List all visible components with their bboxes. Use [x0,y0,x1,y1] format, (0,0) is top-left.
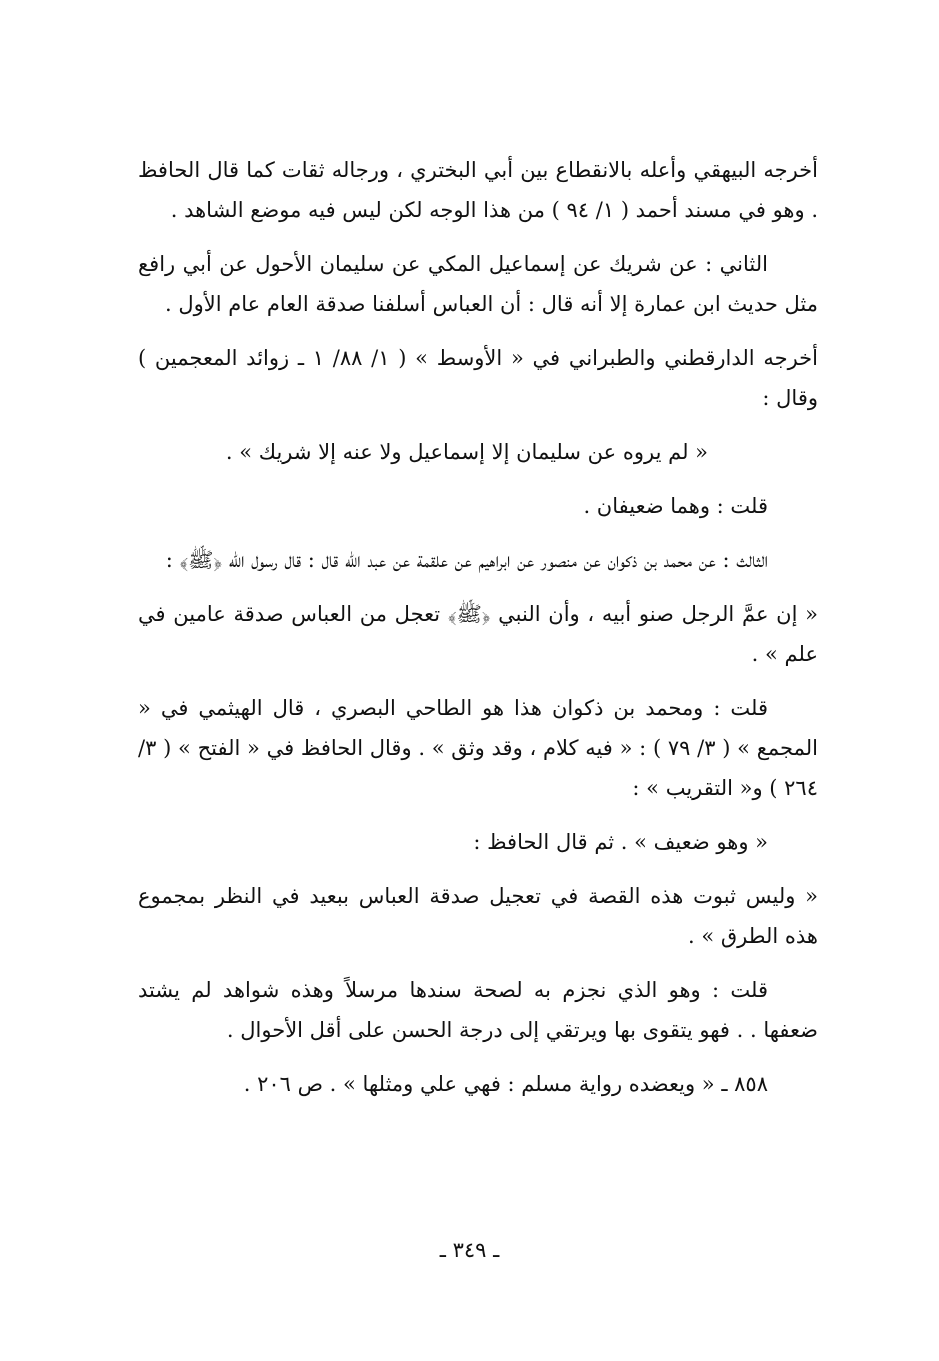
paragraph-11: قلت : وهو الذي نجزم به لصحة سندها مرسلاً وهذه شواهد لم يشتد ضعفها . . فهو يتقوى بها ويرتقي إلى درجة الحسن على أقل الأحوال . [138,978,818,1042]
paragraph-3: أخرجه الدارقطني والطبراني في « الأوسط » ( ١/ ٨٨/ ١ ـ زوائد المعجمين ) وقال : [138,346,818,410]
paragraph-7-quote: « إن عمَّ الرجل صنو أبيه ، وأن النبي ﴿ﷺ﴾ تعجل من العباس صدقة عامين في علم » . [138,602,818,666]
paragraph-9-quote: « وهو ضعيف » . ثم قال الحافظ : [473,830,768,854]
paragraph-8: قلت : ومحمد بن ذكوان هذا هو الطاحي البصري ، قال الهيثمي في « المجمع » ( ٣/ ٧٩ ) : « فيه كلام ، وقد وثق » . وقال الحافظ في « الفتح » ( ٣/ ٢٦٤ ) و« التقريب » : [138,696,818,800]
paragraph-12: ٨٥٨ ـ « ويعضده رواية مسلم : فهي علي ومثلها » . ص ٢٠٦ . [243,1072,768,1096]
paragraph-10-quote: « وليس ثبوت هذه القصة في تعجيل صدقة العباس ببعيد في النظر بمجموع هذه الطرق » . [138,884,818,948]
paragraph-6: الثالث : عن محمد بن ذكوان عن منصور عن ابراهيم عن علقمة عن عبد الله قال : قال رسول الله ﴿ﷺ﴾ : [165,548,768,572]
page-number: ـ ٣٤٩ ـ [439,1238,500,1262]
paragraph-1: أخرجه البيهقي وأعله بالانقطاع بين أبي البختري ، ورجاله ثقات كما قال الحافظ . وهو في مسند أحمد ( ١/ ٩٤ ) من هذا الوجه لكن ليس فيه موضع الشاهد . [138,158,818,222]
body-text [138,150,818,1118]
paragraph-2: الثاني : عن شريك عن إسماعيل المكي عن سليمان الأحول عن أبي رافع مثل حديث ابن عمارة إلا أنه قال : أن العباس أسلفنا صدقة العام عام الأول . [138,252,818,316]
paragraph-4-quote: « لم يروه عن سليمان إلا إسماعيل ولا عنه إلا شريك » . [225,440,708,464]
paragraph-5: قلت : وهما ضعيفان . [583,494,768,518]
